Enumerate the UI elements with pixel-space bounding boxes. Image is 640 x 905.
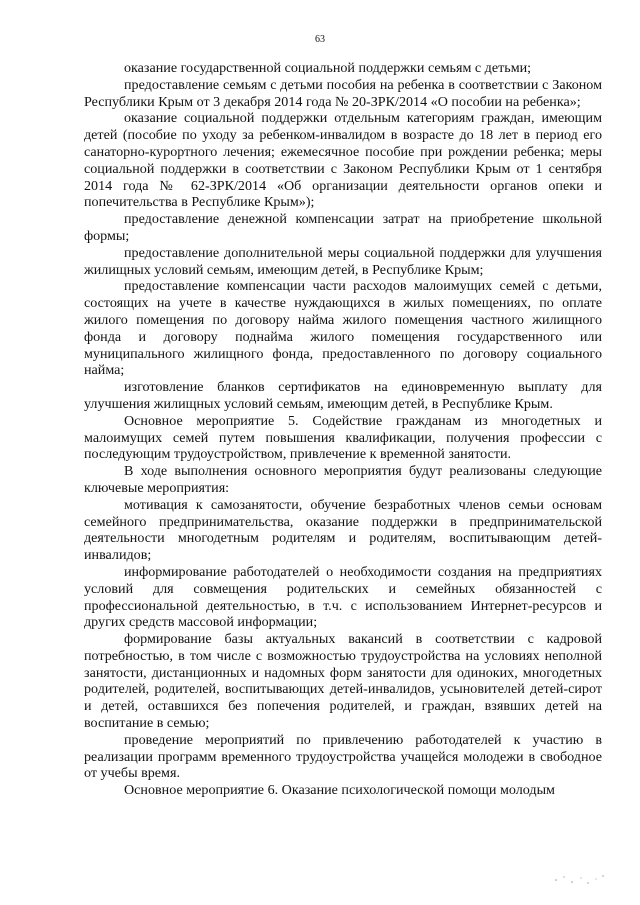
paragraph-8: Основное мероприятие 5. Содействие гражданам из многодетных и малоимущих семей путем повышения квалификации, получения профессии с последующим трудоустройством, привлечение к временной занятости. [84, 412, 602, 463]
page-number: 63 [315, 34, 325, 45]
scan-artifact-marks [550, 868, 610, 888]
paragraph-13: проведение мероприятий по привлечению работодателей к участию в реализации программ временного трудоустройства учащейся молодежи в свободное от учебы время. [84, 731, 602, 782]
paragraph-12: формирование базы актуальных вакансий в соответствии с кадровой потребностью, в том числе с возможностью трудоустройства на условиях неполной занятости, дистанционных и надомных форм занятости для одиноких, многодетных родителей, родителей, воспитывающих детей-инвалидов, усыновителей детей-сирот и детей, оставшихся без попечения родителей, и граждан, взявших детей на воспитание в семью; [84, 631, 602, 732]
paragraph-10: мотивация к самозанятости, обучение безработных членов семьи основам семейного предпринимательства, оказание поддержки в предпринимательской деятельности многодетным родителям и родителям, воспитывающим детей-инвалидов; [84, 496, 602, 564]
paragraph-6: предоставление компенсации части расходов малоимущих семей с детьми, состоящих на учете в качестве нуждающихся в жилых помещениях, по оплате жилого помещения по договору найма жилого помещения частного жилищного фонда и договору поднайма жилого помещения государственного или муниципального жилищного фонда, предоставленного по договору социального найма; [84, 278, 602, 379]
paragraph-7: изготовление бланков сертификатов на единовременную выплату для улучшения жилищных условий семьям, имеющим детей, в Республике Крым. [84, 379, 602, 412]
paragraph-3: оказание социальной поддержки отдельным категориям граждан, имеющим детей (пособие по уходу за ребенком-инвалидом в возрасте до 18 лет в период его санаторно-курортного лечения; ежемесячное пособие при рождении ребенка; меры социальной поддержки в соответствии с Законом Республики Крым от 1 сентября 2014 года № 62-ЗРК/2014 «Об организации деятельности органов опеки и попечительства в Республике Крым»); [84, 110, 602, 211]
paragraph-2: предоставление семьям с детьми пособия на ребенка в соответствии с Законом Республики Крым от 3 декабря 2014 года № 20-ЗРК/2014 «О пособии на ребенка»; [84, 76, 602, 110]
document-body [84, 60, 602, 799]
paragraph-9: В ходе выполнения основного мероприятия будут реализованы следующие ключевые мероприятия: [84, 463, 602, 496]
paragraph-1: оказание государственной социальной поддержки семьям с детьми; [124, 60, 532, 76]
paragraph-14: Основное мероприятие 6. Оказание психологической помощи молодым [124, 782, 555, 799]
paragraph-4: предоставление денежной компенсации затрат на приобретение школьной формы; [84, 211, 602, 244]
paragraph-5: предоставление дополнительной меры социальной поддержки для улучшения жилищных условий семьям, имеющим детей, в Республике Крым; [84, 244, 602, 278]
paragraph-11: информирование работодателей о необходимости создания на предприятиях условий для совмещения родительских и семейных обязанностей с профессиональной деятельностью, в т.ч. с использованием Интернет-ресурсов и других средств массовой информации; [84, 563, 602, 631]
